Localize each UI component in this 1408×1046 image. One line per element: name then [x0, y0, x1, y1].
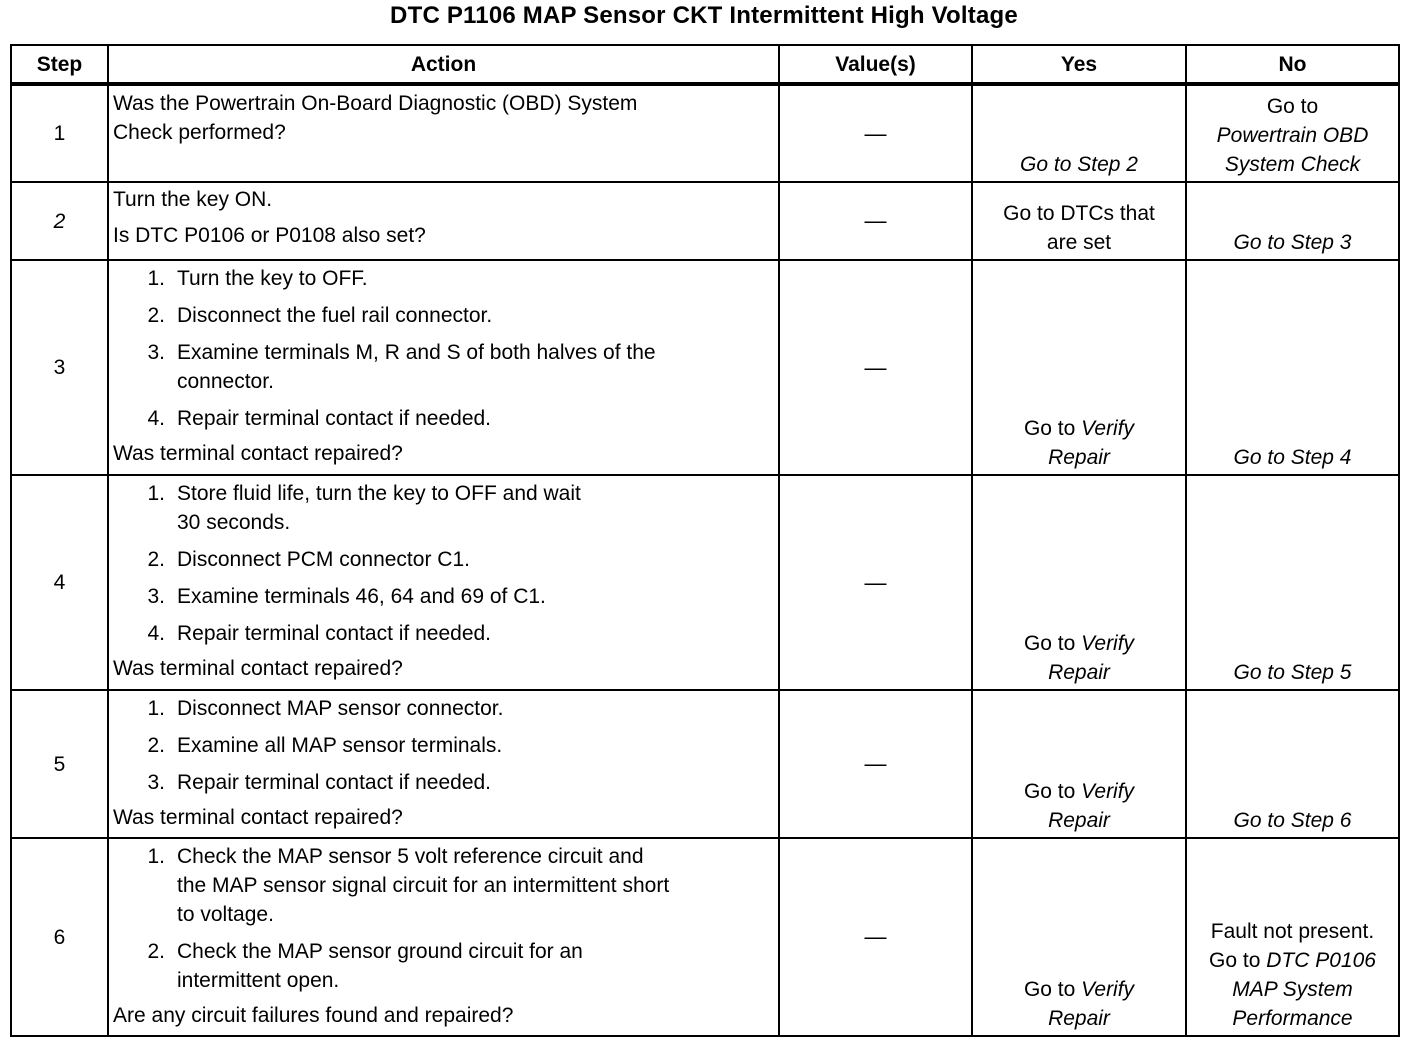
substep-text: Repair terminal contact if needed.: [177, 771, 492, 794]
substep-number: 1.: [147, 267, 165, 290]
substep-text: Disconnect MAP sensor connector.: [177, 697, 504, 720]
yes-action: Go to: [1023, 780, 1076, 803]
substep-list: [113, 264, 772, 433]
action-cell: [108, 84, 779, 182]
yes-action-link: Repair: [1048, 1007, 1110, 1030]
value-cell: [779, 475, 972, 690]
substep-text: Store fluid life, turn the key to OFF and wait: [177, 482, 581, 505]
substep-text: Repair terminal contact if needed.: [177, 622, 492, 645]
header-yes: Yes: [972, 45, 1186, 84]
substep-text: Check the MAP sensor 5 volt reference circuit and: [177, 845, 644, 868]
substep-number: 2.: [147, 734, 165, 757]
header-values: Value(s): [779, 45, 972, 84]
value-dash: —: [864, 569, 887, 595]
yes-cell: [972, 182, 1186, 260]
yes-action: Go to: [1023, 417, 1076, 440]
substep-text: Check the MAP sensor ground circuit for an: [177, 940, 583, 963]
no-action-link: DTC P0106: [1266, 949, 1376, 972]
action-text: Was the Powertrain On-Board Diagnostic (OBD) System: [113, 92, 638, 115]
substep-number: 4.: [147, 622, 165, 645]
substep-item: [113, 937, 772, 995]
substep-number: 3.: [147, 771, 165, 794]
yes-action-link: Repair: [1048, 809, 1110, 832]
page-title: DTC P1106 MAP Sensor CKT Intermittent High Voltage: [390, 2, 1018, 29]
substep-text: Examine terminals 46, 64 and 69 of C1.: [177, 585, 546, 608]
no-action: Go to: [1266, 95, 1319, 118]
yes-action: Go to Step 2: [1020, 153, 1138, 176]
substep-list: [113, 842, 772, 995]
substep-item: [113, 619, 772, 648]
table-row: [11, 84, 1399, 182]
table-row: [11, 182, 1399, 260]
no-action-link: Go to Step 4: [1233, 446, 1352, 469]
header-row: [11, 45, 1399, 84]
header-step: Step: [11, 45, 108, 84]
step-number: 1: [11, 84, 108, 182]
action-cell: [108, 475, 779, 690]
action-cell: [108, 838, 779, 1036]
substep-number: 2.: [147, 940, 165, 963]
no-action: Fault not present.: [1210, 920, 1375, 943]
no-action-link: Go to Step 5: [1233, 661, 1352, 684]
substep-number: 2.: [147, 548, 165, 571]
substep-text: connector.: [177, 370, 274, 393]
action-question: Are any circuit failures found and repaired?: [113, 1004, 514, 1027]
substep-text: Examine terminals M, R and S of both halves of the: [177, 341, 656, 364]
yes-action: Go to DTCs that: [1003, 202, 1155, 225]
header-no: No: [1186, 45, 1399, 84]
substep-number: 2.: [147, 304, 165, 327]
substep-text: Turn the key to OFF.: [177, 267, 368, 290]
value-dash: —: [864, 208, 887, 233]
substep-text: to voltage.: [177, 903, 274, 926]
yes-cell: [972, 260, 1186, 475]
substep-item: [113, 694, 772, 723]
yes-action-link: Verify: [1081, 632, 1135, 655]
no-action-link: Go to Step 6: [1233, 809, 1352, 832]
table-row: [11, 475, 1399, 690]
value-cell: [779, 690, 972, 838]
substep-text: Examine all MAP sensor terminals.: [177, 734, 503, 757]
substep-item: [113, 404, 772, 433]
action-question: Was terminal contact repaired?: [113, 442, 403, 465]
substep-item: [113, 545, 772, 574]
substep-number: 1.: [147, 697, 165, 720]
substep-text: Repair terminal contact if needed.: [177, 407, 492, 430]
substep-number: 3.: [147, 341, 165, 364]
step-number: 5: [11, 690, 108, 838]
value-cell: [779, 838, 972, 1036]
table-row: [11, 260, 1399, 475]
substep-number: 3.: [147, 585, 165, 608]
substep-number: 1.: [147, 845, 165, 868]
yes-action-link: Verify: [1081, 978, 1135, 1001]
yes-cell: [972, 690, 1186, 838]
action-text: Check performed?: [113, 121, 286, 144]
diagnostic-table: [10, 44, 1400, 1037]
no-cell: [1186, 475, 1399, 690]
value-dash: —: [864, 751, 887, 776]
substep-item: [113, 768, 772, 797]
action-text: Is DTC P0106 or P0108 also set?: [113, 224, 426, 247]
substep-number: 4.: [147, 407, 165, 430]
no-action-link: MAP System: [1232, 978, 1353, 1001]
yes-cell: [972, 838, 1186, 1036]
action-question: Was terminal contact repaired?: [113, 806, 403, 829]
substep-item: [113, 338, 772, 396]
substep-item: [113, 301, 772, 330]
yes-action-link: Repair: [1048, 661, 1110, 684]
value-dash: —: [864, 120, 887, 146]
substep-text: the MAP sensor signal circuit for an intermittent short: [177, 874, 670, 897]
value-cell: [779, 182, 972, 260]
substep-number: 1.: [147, 482, 165, 505]
no-action-link: System Check: [1224, 153, 1361, 176]
substep-text: 30 seconds.: [177, 511, 291, 534]
header-action: Action: [108, 45, 779, 84]
step-number: 2: [11, 182, 108, 260]
no-action-link: Powertrain OBD: [1216, 124, 1369, 147]
substep-item: [113, 582, 772, 611]
table-row: [11, 838, 1399, 1036]
no-cell: [1186, 182, 1399, 260]
yes-cell: [972, 475, 1186, 690]
value-dash: —: [864, 354, 887, 380]
substep-item: [113, 842, 772, 929]
step-number: 6: [11, 838, 108, 1036]
no-action-link: Performance: [1232, 1007, 1353, 1030]
no-action: Go to: [1209, 949, 1261, 972]
substep-text: Disconnect the fuel rail connector.: [177, 304, 493, 327]
no-cell: [1186, 84, 1399, 182]
substep-text: Disconnect PCM connector C1.: [177, 548, 470, 571]
value-dash: —: [864, 924, 887, 949]
yes-action: Go to: [1023, 632, 1076, 655]
step-number: 3: [11, 260, 108, 475]
action-text: Turn the key ON.: [113, 188, 273, 211]
table-row: [11, 690, 1399, 838]
action-cell: [108, 690, 779, 838]
substep-text: intermittent open.: [177, 969, 340, 992]
action-cell: [108, 260, 779, 475]
yes-action: Go to: [1023, 978, 1076, 1001]
value-cell: [779, 84, 972, 182]
yes-action: are set: [1046, 231, 1112, 254]
substep-list: [113, 479, 772, 648]
yes-action-link: Verify: [1081, 780, 1135, 803]
value-cell: [779, 260, 972, 475]
substep-list: [113, 694, 772, 797]
no-cell: [1186, 260, 1399, 475]
no-action-link: Go to Step 3: [1233, 231, 1352, 254]
substep-item: [113, 264, 772, 293]
yes-action-link: Repair: [1048, 446, 1110, 469]
yes-cell: [972, 84, 1186, 182]
substep-item: [113, 731, 772, 760]
action-question: Was terminal contact repaired?: [113, 657, 403, 680]
step-number: 4: [11, 475, 108, 690]
no-cell: [1186, 690, 1399, 838]
yes-action-link: Verify: [1081, 417, 1135, 440]
substep-item: [113, 479, 772, 537]
no-cell: [1186, 838, 1399, 1036]
action-cell: [108, 182, 779, 260]
